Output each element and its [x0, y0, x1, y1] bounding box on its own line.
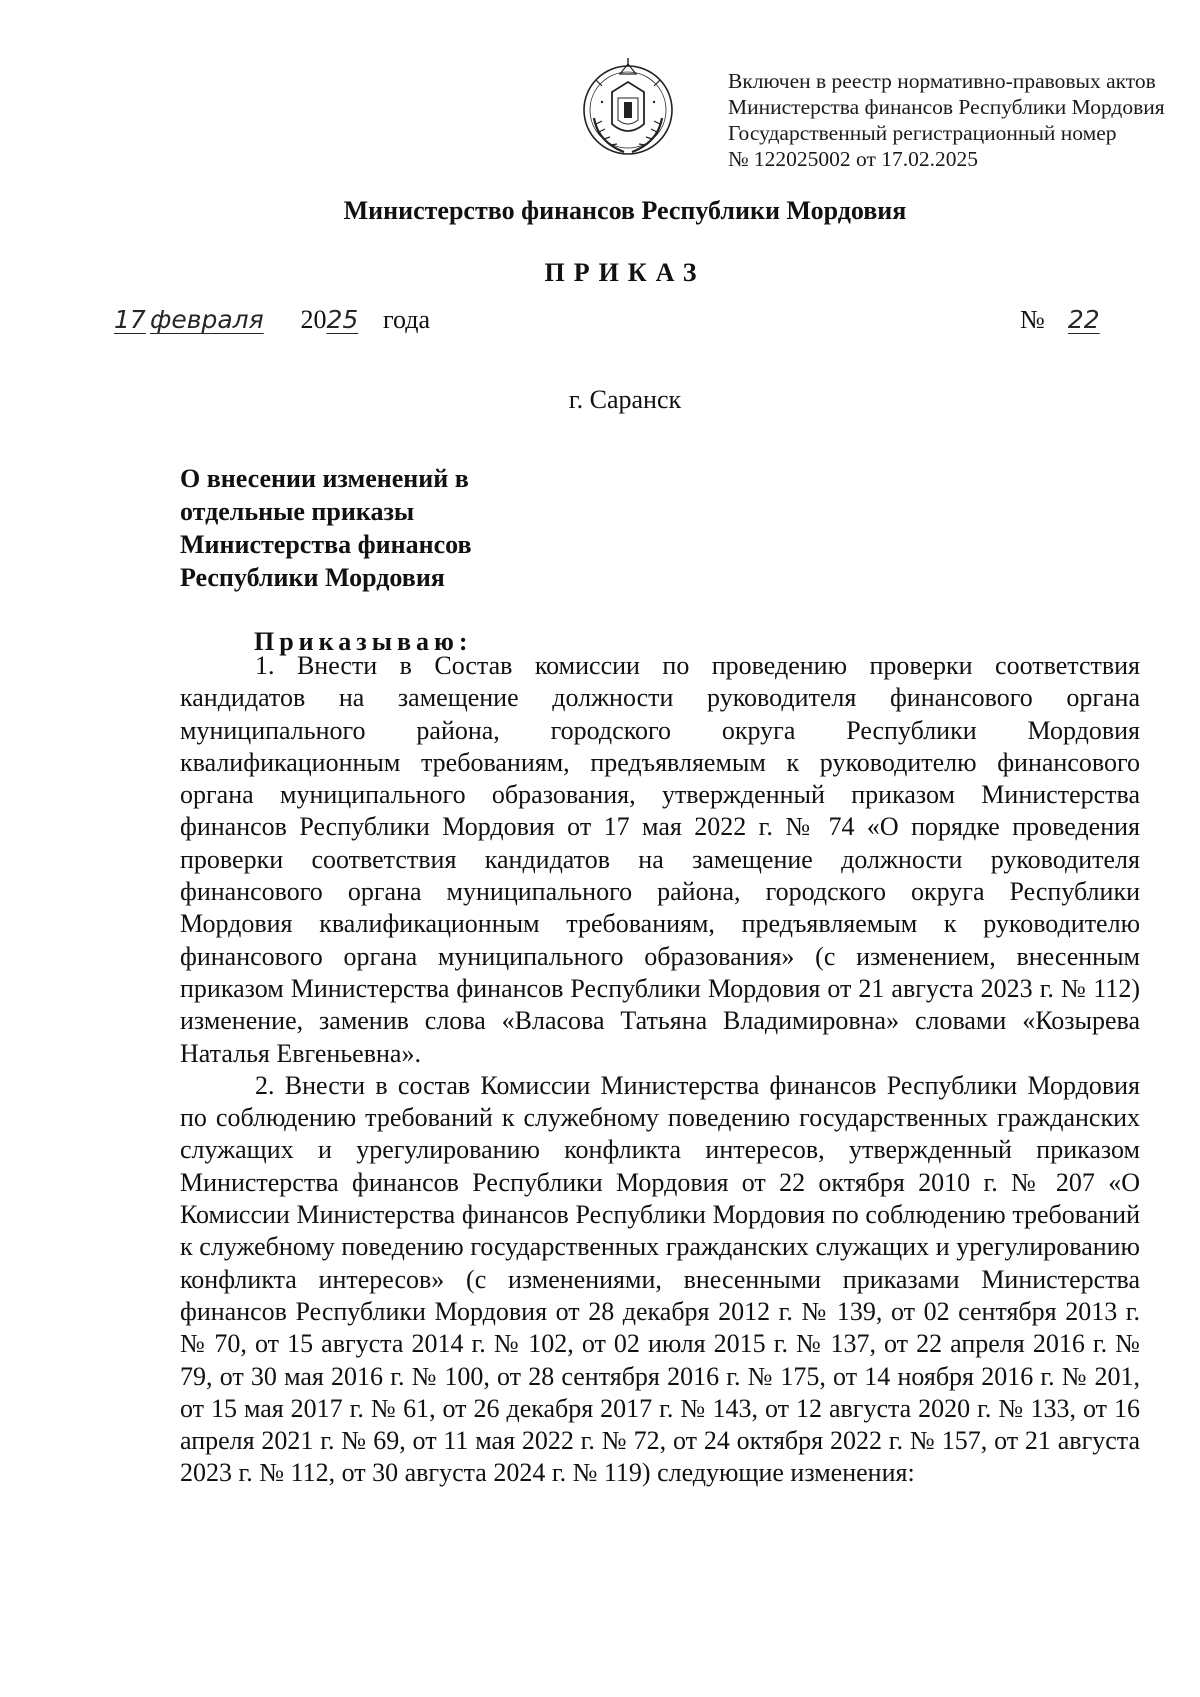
- registry-number-line: № 122025002 от 17.02.2025: [728, 147, 979, 171]
- registry-line: Включен в реестр нормативно-правовых актов: [728, 69, 1156, 93]
- registry-stamp: [728, 68, 1188, 172]
- year-prefix: 20: [300, 305, 327, 334]
- order-body: [180, 650, 1140, 1490]
- coat-of-arms-emblem-icon: [572, 52, 684, 164]
- handwritten-number: 22: [1067, 305, 1100, 334]
- document-type-title: ПРИКАЗ: [544, 258, 706, 287]
- subject-line: Министерства финансов: [180, 530, 472, 559]
- order-date: [114, 305, 430, 335]
- subject-line: Республики Мордовия: [180, 563, 445, 592]
- subject-line: О внесении изменений в: [180, 464, 469, 493]
- city-name: г. Саранск: [568, 385, 682, 414]
- order-directive-word: Приказываю:: [254, 627, 473, 656]
- registry-line: Государственный регистрационный номер: [728, 121, 1117, 145]
- date-suffix: года: [383, 305, 431, 334]
- handwritten-year: 25: [326, 305, 359, 334]
- registry-line: Министерства финансов Республики Мордовия: [728, 95, 1165, 119]
- order-number: [1020, 305, 1115, 335]
- ministry-title: Министерство финансов Республики Мордовия: [343, 196, 907, 225]
- handwritten-day: 17: [114, 305, 146, 334]
- paragraph-2: 2. Внести в состав Комиссии Министерства финансов Республики Мордовия по соблюдению требований к служебному поведению государственных гражданских служащих и урегулированию конфликта интересов, утвержденный приказом Министерства финансов Республики Мордовия от 22 октября 2010 г. № 207 «О Комиссии Министерства финансов Республики Мордовия по соблюдению требований к служебному поведению государственных гражданских служащих и урегулированию конфликта интересов» (с изменениями, внесенными приказами Министерства финансов Республики Мордовия от 28 декабря 2012 г. № 139, от 02 сентября 2013 г. № 70, от 15 августа 2014 г. № 102, от 02 июля 2015 г. № 137, от 22 апреля 2016 г. № 79, от 30 мая 2016 г. № 100, от 28 сентября 2016 г. № 175, от 14 ноября 2016 г. № 201, от 15 мая 2017 г. № 61, от 26 декабря 2017 г. № 143, от 12 августа 2020 г. № 133, от 16 апреля 2021 г. № 69, от 11 мая 2022 г. № 72, от 24 октября 2022 г. № 157, от 21 августа 2023 г. № 112, от 30 августа 2024 г. № 119) следующие изменения:: [180, 1070, 1140, 1488]
- handwritten-month: февраля: [150, 305, 264, 334]
- number-sign: №: [1020, 305, 1045, 334]
- paragraph-1: 1. Внести в Состав комиссии по проведению проверки соответствия кандидатов на замещение должности руководителя финансового органа муниципального района, городского округа Республики Мордовия квалификационным требованиям, предъявляемым к руководителю финансового органа муниципального образования, утвержденный приказом Министерства финансов Республики Мордовия от 17 мая 2022 г. № 74 «О порядке проведения проверки соответствия кандидатов на замещение должности руководителя финансового органа муниципального района, городского округа Республики Мордовия квалификационным требованиям, предъявляемым к руководителю финансового органа муниципального образования» (с изменением, внесенным приказом Министерства финансов Республики Мордовия от 21 августа 2023 г. № 112) изменение, заменив слова «Власова Татьяна Владимировна» словами «Козырева Наталья Евгеньевна».: [180, 651, 1140, 1068]
- subject-line: отдельные приказы: [180, 497, 415, 526]
- order-subject: [180, 462, 600, 594]
